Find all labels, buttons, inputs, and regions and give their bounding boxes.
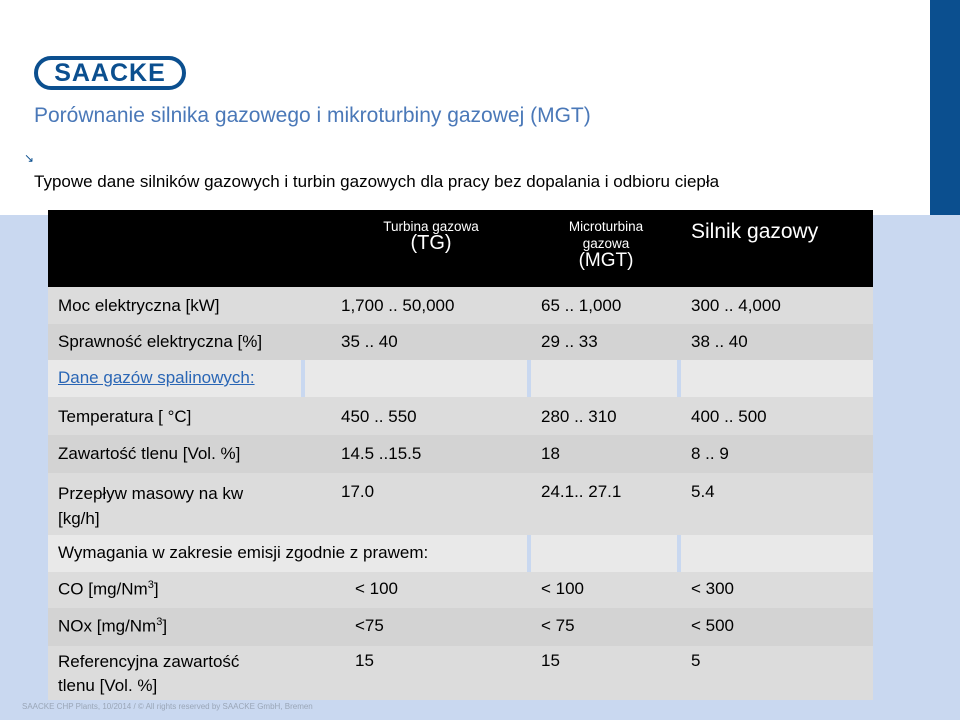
brand-strip xyxy=(930,0,960,215)
row-temperature-engine: 400 .. 500 xyxy=(691,407,767,426)
header-mgt xyxy=(531,210,681,287)
row-label-co xyxy=(48,579,159,600)
row-label-reference-oxygen xyxy=(48,650,239,698)
row-co-tg: < 100 xyxy=(355,579,399,598)
row-label-nox-end: ] xyxy=(162,616,168,636)
section-exhaust-heading: Dane gazów spalinowych: xyxy=(58,368,255,387)
row-massflow-engine: 5.4 xyxy=(691,482,715,501)
header-mgt-line3: (MGT) xyxy=(578,250,634,271)
row-oxygen-tg: 14.5 ..15.5 xyxy=(341,444,422,463)
arrow-down-right-icon: ↘ xyxy=(24,151,35,165)
row-reference-tg: 15 xyxy=(355,651,374,670)
header-empty-cell xyxy=(48,210,331,287)
header-mgt-line2: gazowa xyxy=(582,236,630,251)
row-label-reference-line1: Referencyjna zawartość xyxy=(58,652,240,671)
header-engine: Silnik gazowy xyxy=(681,210,873,287)
row-label-massflow xyxy=(48,481,243,531)
row-label-efficiency: Sprawność elektryczna [%] xyxy=(58,332,263,351)
comparison-table xyxy=(48,210,873,700)
row-label-nox-text: NOx [mg/Nm xyxy=(58,616,157,636)
table-row-bg xyxy=(48,572,873,608)
header-tg xyxy=(331,210,531,287)
row-label-reference-line2: tlenu [Vol. %] xyxy=(58,676,158,695)
row-temperature-tg: 450 .. 550 xyxy=(341,407,417,426)
row-reference-engine: 5 xyxy=(691,651,701,670)
section-emission-heading: Wymagania w zakresie emisji zgodnie z prawem: xyxy=(58,543,429,562)
slide-subtitle: Typowe dane silników gazowych i turbin gazowych dla pracy bez dopalania i odbioru ciepła xyxy=(34,172,720,191)
row-power-engine: 300 .. 4,000 xyxy=(691,296,781,315)
row-label-nox-sup: 3 xyxy=(156,616,163,628)
row-label-temperature: Temperatura [ °C] xyxy=(58,407,192,426)
table-row-bg xyxy=(48,608,873,646)
row-label-co-sup: 3 xyxy=(147,579,154,591)
table-row-bg xyxy=(531,360,677,397)
row-nox-tg: <75 xyxy=(355,616,384,635)
row-label-oxygen: Zawartość tlenu [Vol. %] xyxy=(58,444,241,463)
row-label-co-end: ] xyxy=(153,579,159,599)
row-label-nox xyxy=(48,616,167,637)
row-co-engine: < 300 xyxy=(691,579,735,598)
row-massflow-tg: 17.0 xyxy=(341,482,375,501)
row-efficiency-engine: 38 .. 40 xyxy=(691,332,748,351)
header-tg-line2: (TG) xyxy=(410,232,452,254)
saacke-logo xyxy=(34,56,186,90)
row-label-power: Moc elektryczna [kW] xyxy=(58,296,220,315)
logo-text: SAACKE xyxy=(54,58,166,87)
table-row-bg xyxy=(681,535,873,572)
slide-title: Porównanie silnika gazowego i mikroturbiny gazowej (MGT) xyxy=(34,104,591,127)
row-power-mgt: 65 .. 1,000 xyxy=(541,296,622,315)
row-massflow-mgt: 24.1.. 27.1 xyxy=(541,482,622,501)
row-nox-engine: < 500 xyxy=(691,616,735,635)
row-temperature-mgt: 280 .. 310 xyxy=(541,407,617,426)
row-efficiency-mgt: 29 .. 33 xyxy=(541,332,598,351)
row-power-tg: 1,700 .. 50,000 xyxy=(341,296,455,315)
header-tg-line1: Turbina gazowa xyxy=(383,219,479,234)
row-efficiency-tg: 35 .. 40 xyxy=(341,332,398,351)
row-label-massflow-line1: Przepływ masowy na kw xyxy=(58,484,244,503)
table-row-bg xyxy=(305,360,527,397)
row-label-massflow-line2: [kg/h] xyxy=(58,509,100,528)
header-mgt-line1: Microturbina xyxy=(568,219,644,234)
footer-copyright: SAACKE CHP Plants, 10/2014 / © All rights reserved by SAACKE GmbH, Bremen xyxy=(22,702,313,711)
row-oxygen-mgt: 18 xyxy=(541,444,560,463)
table-row-bg xyxy=(681,360,873,397)
row-oxygen-engine: 8 .. 9 xyxy=(691,444,729,463)
table-row-bg xyxy=(531,535,677,572)
row-co-mgt: < 100 xyxy=(541,579,585,598)
row-reference-mgt: 15 xyxy=(541,651,560,670)
row-label-co-text: CO [mg/Nm xyxy=(58,579,148,599)
row-nox-mgt: < 75 xyxy=(541,616,575,635)
